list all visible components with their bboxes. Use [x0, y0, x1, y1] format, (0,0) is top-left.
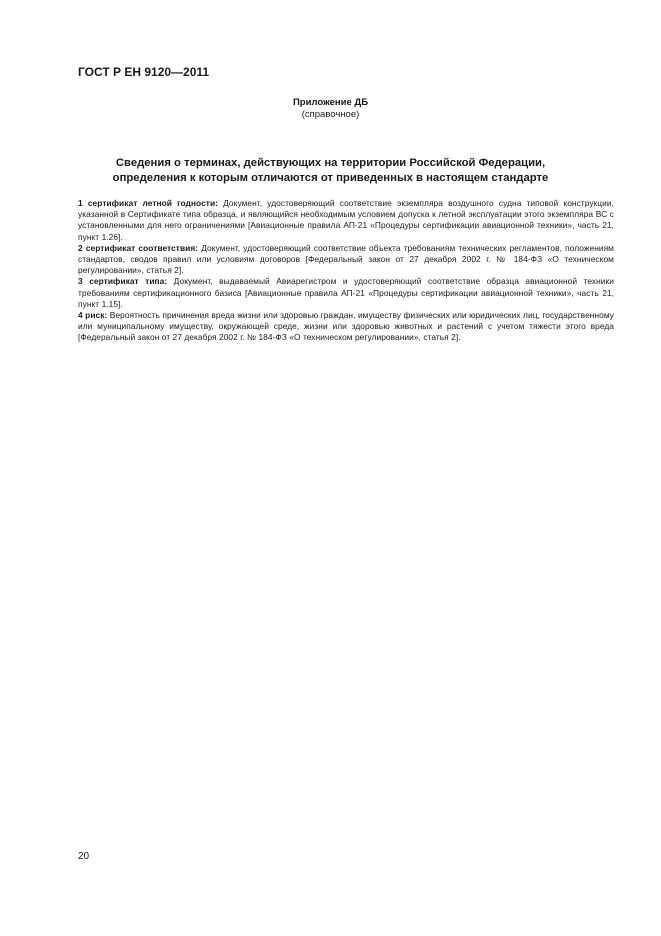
term-definition: Документ, выдаваемый Авиарегистром и удостоверяющий соответствие образца авиационной техники требованиям сертификационного базиса [Авиационные правила АП-21 «Процедуры сертификации авиационной техники», часть 21, пункт 1.15]. — [78, 276, 614, 309]
term-name: сертификат типа: — [89, 276, 168, 287]
appendix-label — [0, 97, 661, 121]
term-entry-1 — [78, 198, 614, 243]
term-name: риск: — [85, 310, 108, 321]
term-name: сертификат соответствия: — [85, 242, 199, 253]
term-entry-4 — [78, 310, 614, 344]
appendix-title: Приложение ДБ — [292, 97, 369, 108]
term-entry-2 — [78, 243, 614, 277]
term-entry-3 — [78, 276, 614, 310]
section-heading-line-1: Сведения о терминах, действующих на территории Российской Федерации, — [115, 157, 546, 169]
terms-list — [78, 198, 614, 344]
term-number: 1 — [78, 198, 83, 208]
page-number: 20 — [78, 851, 90, 862]
section-heading-line-2: определения к которым отличаются от приведенных в настоящем стандарте — [112, 172, 549, 184]
term-definition: Документ, удостоверяющий соответствие объекта требованиям технических регламентов, положениям стандартов, сводов правил или условиям договоров [Федеральный закон от 27 декабря 2002 г. № 184-ФЗ «О техническом регулировании», статья 2]. — [78, 242, 614, 276]
term-name: сертификат летной годности: — [87, 198, 218, 208]
document-header: ГОСТ Р ЕН 9120—2011 — [78, 65, 210, 79]
term-number: 2 — [78, 242, 83, 253]
term-number: 4 — [78, 310, 83, 321]
term-number: 3 — [78, 276, 83, 287]
term-definition: Вероятность причинения вреда жизни или здоровью граждан, имуществу физических или юридических лиц, государственному или муниципальному имуществу, окружающей среде, жизни или здоровью животных и растений с учетом тяжести этого вреда [Федеральный закон от 27 декабря 2002 г. № 184-ФЗ «О техническом регулировании», статья 2]. — [78, 310, 614, 343]
appendix-subtitle: (справочное) — [301, 109, 360, 120]
term-definition: Документ, удостоверяющий соответствие экземпляра воздушного судна типовой конструкции, указанной в Сертификате типа образца, и являющийся необходимым условием допуска к летной эксплуатации этого экземпляра ВС с установленными для него ограничениями [Авиационные правила АП-21 «Процедуры сертификации авиационной техники», часть 21, пункт 1.26]. — [78, 198, 614, 242]
section-heading — [78, 156, 583, 186]
